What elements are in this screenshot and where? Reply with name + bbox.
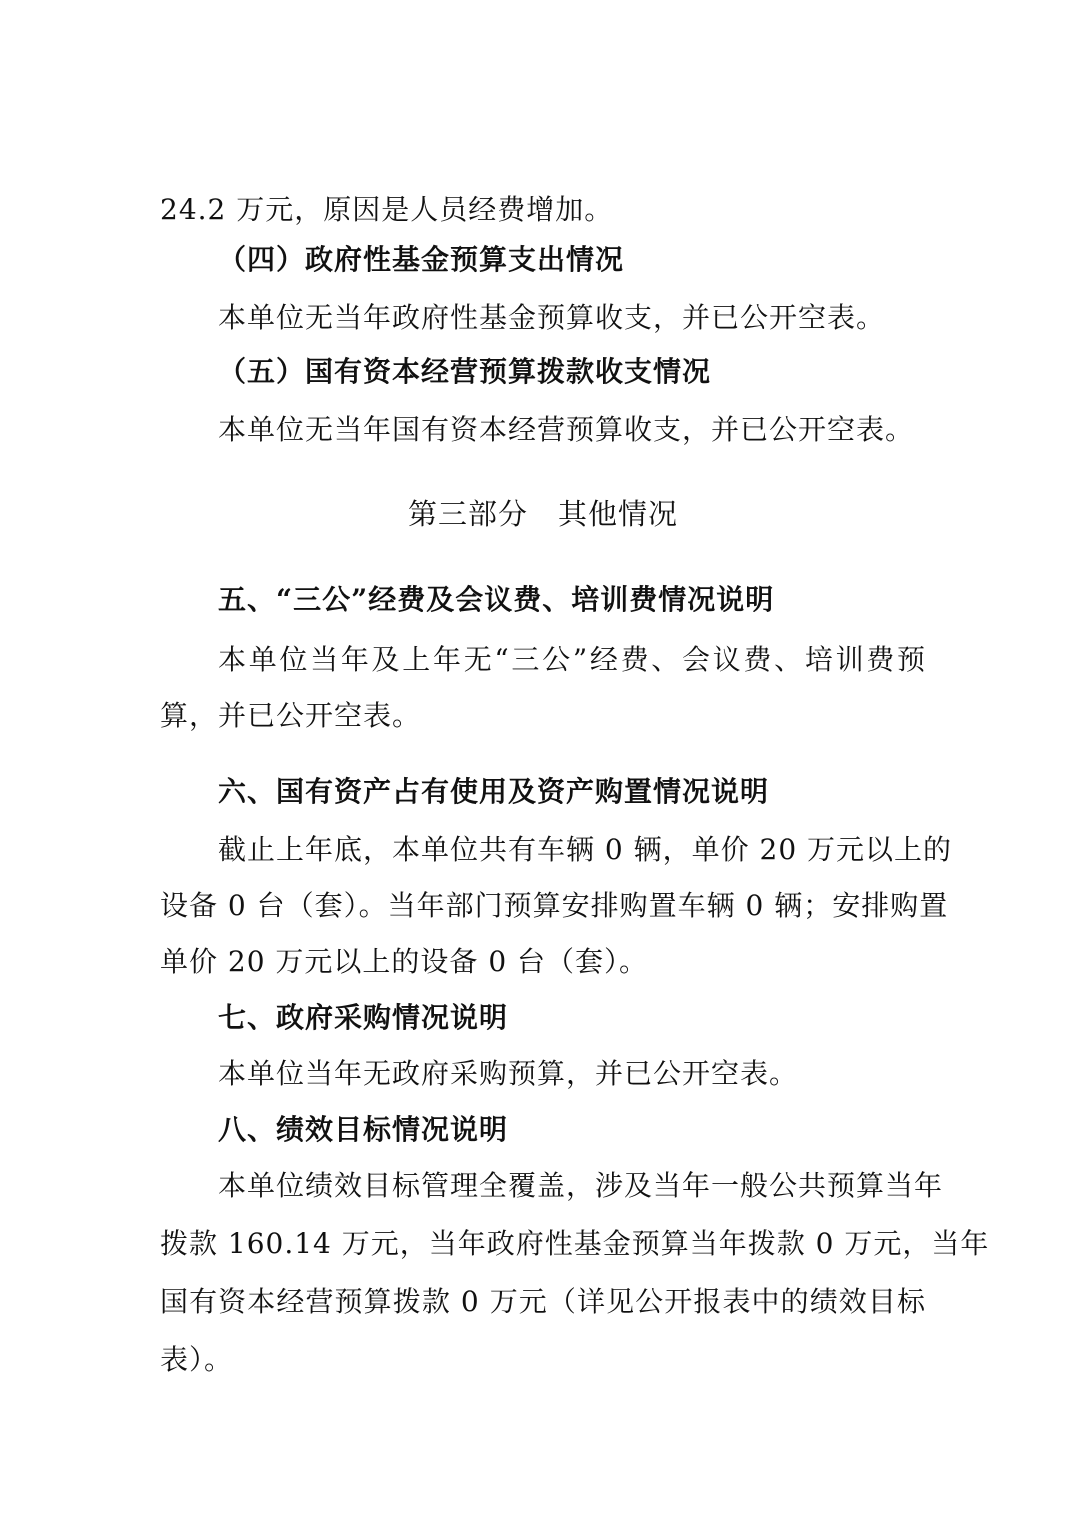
paragraph-line: 国有资本经营预算拨款 0 万元（详见公开报表中的绩效目标 bbox=[160, 1285, 926, 1318]
paragraph-line: 本单位当年无政府采购预算，并已公开空表。 bbox=[218, 1057, 799, 1090]
section-title-state-capital: （五）国有资本经营预算拨款收支情况 bbox=[218, 355, 712, 388]
paragraph-line: 截止上年底，本单位共有车辆 0 辆，单价 20 万元以上的 bbox=[218, 833, 953, 866]
section-title-state-assets: 六、国有资产占有使用及资产购置情况说明 bbox=[218, 775, 770, 808]
section-title-government-fund: （四）政府性基金预算支出情况 bbox=[218, 243, 625, 276]
paragraph-line: 本单位绩效目标管理全覆盖，涉及当年一般公共预算当年 bbox=[218, 1169, 944, 1202]
paragraph-line: 本单位无当年国有资本经营预算收支，并已公开空表。 bbox=[218, 413, 915, 446]
section-title-performance: 八、绩效目标情况说明 bbox=[218, 1113, 509, 1146]
paragraph-line: 本单位无当年政府性基金预算收支，并已公开空表。 bbox=[218, 301, 886, 334]
paragraph-line: 24.2 万元，原因是人员经费增加。 bbox=[160, 193, 614, 226]
paragraph-line: 本单位当年及上年无“三公”经费、会议费、培训费预 bbox=[218, 643, 926, 676]
paragraph-line: 单价 20 万元以上的设备 0 台（套）。 bbox=[160, 945, 649, 978]
paragraph-line: 设备 0 台（套）。当年部门预算安排购置车辆 0 辆；安排购置 bbox=[160, 889, 949, 922]
paragraph-line: 算，并已公开空表。 bbox=[160, 699, 422, 732]
section-title-three-public: 五、“三公”经费及会议费、培训费情况说明 bbox=[218, 583, 775, 616]
paragraph-line: 拨款 160.14 万元，当年政府性基金预算当年拨款 0 万元，当年 bbox=[160, 1227, 990, 1260]
paragraph-line: 表）。 bbox=[160, 1343, 234, 1376]
section-title-procurement: 七、政府采购情况说明 bbox=[218, 1001, 509, 1034]
part-heading: 第三部分 其他情况 bbox=[407, 497, 678, 531]
